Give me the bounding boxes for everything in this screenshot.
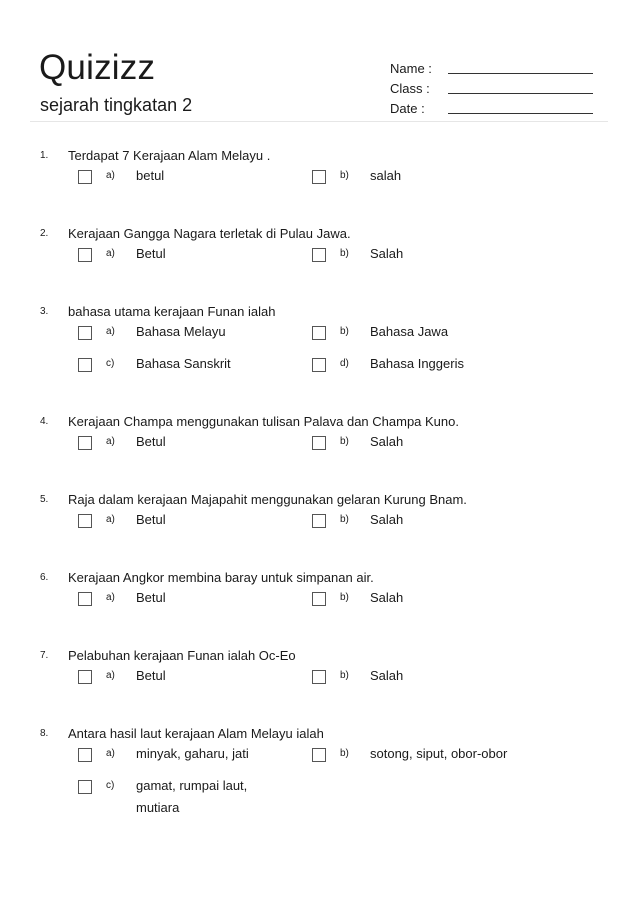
question-6 xyxy=(0,570,638,622)
question-text: Raja dalam kerajaan Majapahit menggunakan gelaran Kurung Bnam. xyxy=(68,492,467,507)
student-info-fields xyxy=(390,61,600,121)
option-letter: a) xyxy=(106,514,115,525)
class-label: Class : xyxy=(390,81,430,96)
checkbox[interactable] xyxy=(312,436,326,450)
question-row xyxy=(0,148,638,168)
option-letter: b) xyxy=(340,436,349,447)
option-letter: a) xyxy=(106,326,115,337)
checkbox[interactable] xyxy=(78,170,92,184)
option-text: Betul xyxy=(136,668,166,683)
option-text: Bahasa Inggeris xyxy=(370,356,464,371)
option-text: Salah xyxy=(370,434,404,449)
answer-option[interactable] xyxy=(312,668,546,700)
checkbox[interactable] xyxy=(312,358,326,372)
answer-options xyxy=(78,746,558,819)
answer-options xyxy=(78,246,558,278)
question-4 xyxy=(0,414,638,466)
option-text: Salah xyxy=(370,590,404,605)
option-letter: b) xyxy=(340,326,349,337)
class-line xyxy=(448,93,593,94)
option-letter: a) xyxy=(106,436,115,447)
checkbox[interactable] xyxy=(78,326,92,340)
question-text: Kerajaan Gangga Nagara terletak di Pulau Jawa. xyxy=(68,226,351,241)
option-letter: a) xyxy=(106,248,115,259)
answer-option[interactable] xyxy=(312,512,546,544)
answer-option[interactable] xyxy=(312,356,546,388)
date-line xyxy=(448,113,593,114)
question-row xyxy=(0,226,638,246)
question-number: 1. xyxy=(40,150,49,161)
option-text: minyak, gaharu, jati xyxy=(136,746,249,761)
class-field[interactable] xyxy=(390,81,600,101)
option-text: Salah xyxy=(370,246,404,261)
option-letter: b) xyxy=(340,170,349,181)
checkbox[interactable] xyxy=(78,248,92,262)
question-number: 3. xyxy=(40,306,49,317)
checkbox[interactable] xyxy=(312,326,326,340)
checkbox[interactable] xyxy=(78,670,92,684)
answer-option[interactable] xyxy=(312,324,546,356)
question-2 xyxy=(0,226,638,278)
answer-option[interactable] xyxy=(78,168,312,200)
name-line xyxy=(448,73,593,74)
question-row xyxy=(0,570,638,590)
name-field[interactable] xyxy=(390,61,600,81)
question-text: bahasa utama kerajaan Funan ialah xyxy=(68,304,276,319)
question-row xyxy=(0,304,638,324)
option-text: Betul xyxy=(136,246,166,261)
question-text: Kerajaan Angkor membina baray untuk simpanan air. xyxy=(68,570,374,585)
answer-option[interactable] xyxy=(78,778,312,819)
checkbox[interactable] xyxy=(312,248,326,262)
question-number: 4. xyxy=(40,416,49,427)
question-number: 8. xyxy=(40,728,49,739)
option-letter: b) xyxy=(340,592,349,603)
question-8 xyxy=(0,726,638,819)
brand-title: Quizizz xyxy=(39,48,156,87)
question-number: 5. xyxy=(40,494,49,505)
option-letter: a) xyxy=(106,592,115,603)
question-row xyxy=(0,648,638,668)
question-7 xyxy=(0,648,638,700)
checkbox[interactable] xyxy=(312,170,326,184)
option-text: sotong, siput, obor-obor xyxy=(370,746,508,761)
option-text: Bahasa Sanskrit xyxy=(136,356,231,371)
answer-option[interactable] xyxy=(312,246,546,278)
date-label: Date : xyxy=(390,101,425,116)
question-number: 2. xyxy=(40,228,49,239)
option-letter: a) xyxy=(106,170,115,181)
question-text: Terdapat 7 Kerajaan Alam Melayu . xyxy=(68,148,271,163)
question-list xyxy=(0,148,638,845)
option-text: Bahasa Melayu xyxy=(136,324,226,339)
question-number: 7. xyxy=(40,650,49,661)
option-text: gamat, rumpai laut, mutiara xyxy=(136,778,248,815)
checkbox[interactable] xyxy=(78,436,92,450)
question-text: Antara hasil laut kerajaan Alam Melayu ialah xyxy=(68,726,324,741)
option-text: Salah xyxy=(370,668,404,683)
answer-options xyxy=(78,434,558,466)
checkbox[interactable] xyxy=(78,514,92,528)
question-3 xyxy=(0,304,638,388)
option-letter: b) xyxy=(340,248,349,259)
answer-options xyxy=(78,590,558,622)
option-letter: c) xyxy=(106,358,115,369)
question-row xyxy=(0,414,638,434)
checkbox[interactable] xyxy=(78,748,92,762)
answer-option[interactable] xyxy=(312,590,546,622)
header-divider xyxy=(30,121,608,122)
answer-option[interactable] xyxy=(312,168,546,200)
question-1 xyxy=(0,148,638,200)
quiz-subtitle: sejarah tingkatan 2 xyxy=(40,95,193,115)
answer-options xyxy=(78,168,558,200)
option-letter: a) xyxy=(106,748,115,759)
checkbox[interactable] xyxy=(312,670,326,684)
option-text: Bahasa Jawa xyxy=(370,324,449,339)
answer-option[interactable] xyxy=(312,746,546,778)
date-field[interactable] xyxy=(390,101,600,121)
question-text: Kerajaan Champa menggunakan tulisan Palava dan Champa Kuno. xyxy=(68,414,459,429)
checkbox[interactable] xyxy=(312,748,326,762)
answer-option[interactable] xyxy=(78,512,312,544)
checkbox[interactable] xyxy=(312,592,326,606)
checkbox[interactable] xyxy=(312,514,326,528)
answer-options xyxy=(78,668,558,700)
option-text: Betul xyxy=(136,434,166,449)
answer-option[interactable] xyxy=(78,324,312,356)
answer-option[interactable] xyxy=(312,434,546,466)
question-row xyxy=(0,492,638,512)
option-letter: b) xyxy=(340,748,349,759)
option-text: Betul xyxy=(136,590,166,605)
option-letter: b) xyxy=(340,514,349,525)
checkbox[interactable] xyxy=(78,358,92,372)
answer-options xyxy=(78,512,558,544)
answer-option[interactable] xyxy=(78,434,312,466)
name-label: Name : xyxy=(390,61,432,76)
option-text: Salah xyxy=(370,512,404,527)
option-letter: c) xyxy=(106,780,115,791)
question-text: Pelabuhan kerajaan Funan ialah Oc-Eo xyxy=(68,648,296,663)
answer-option[interactable] xyxy=(78,246,312,278)
question-row xyxy=(0,726,638,746)
option-text: Betul xyxy=(136,512,166,527)
option-letter: d) xyxy=(340,358,349,369)
checkbox[interactable] xyxy=(78,592,92,606)
question-5 xyxy=(0,492,638,544)
option-text: betul xyxy=(136,168,165,183)
option-text: salah xyxy=(370,168,402,183)
answer-option[interactable] xyxy=(78,668,312,700)
answer-option[interactable] xyxy=(78,356,312,388)
option-letter: b) xyxy=(340,670,349,681)
answer-option[interactable] xyxy=(78,746,312,778)
question-number: 6. xyxy=(40,572,49,583)
option-letter: a) xyxy=(106,670,115,681)
answer-options xyxy=(78,324,558,388)
checkbox[interactable] xyxy=(78,780,92,794)
answer-option[interactable] xyxy=(78,590,312,622)
